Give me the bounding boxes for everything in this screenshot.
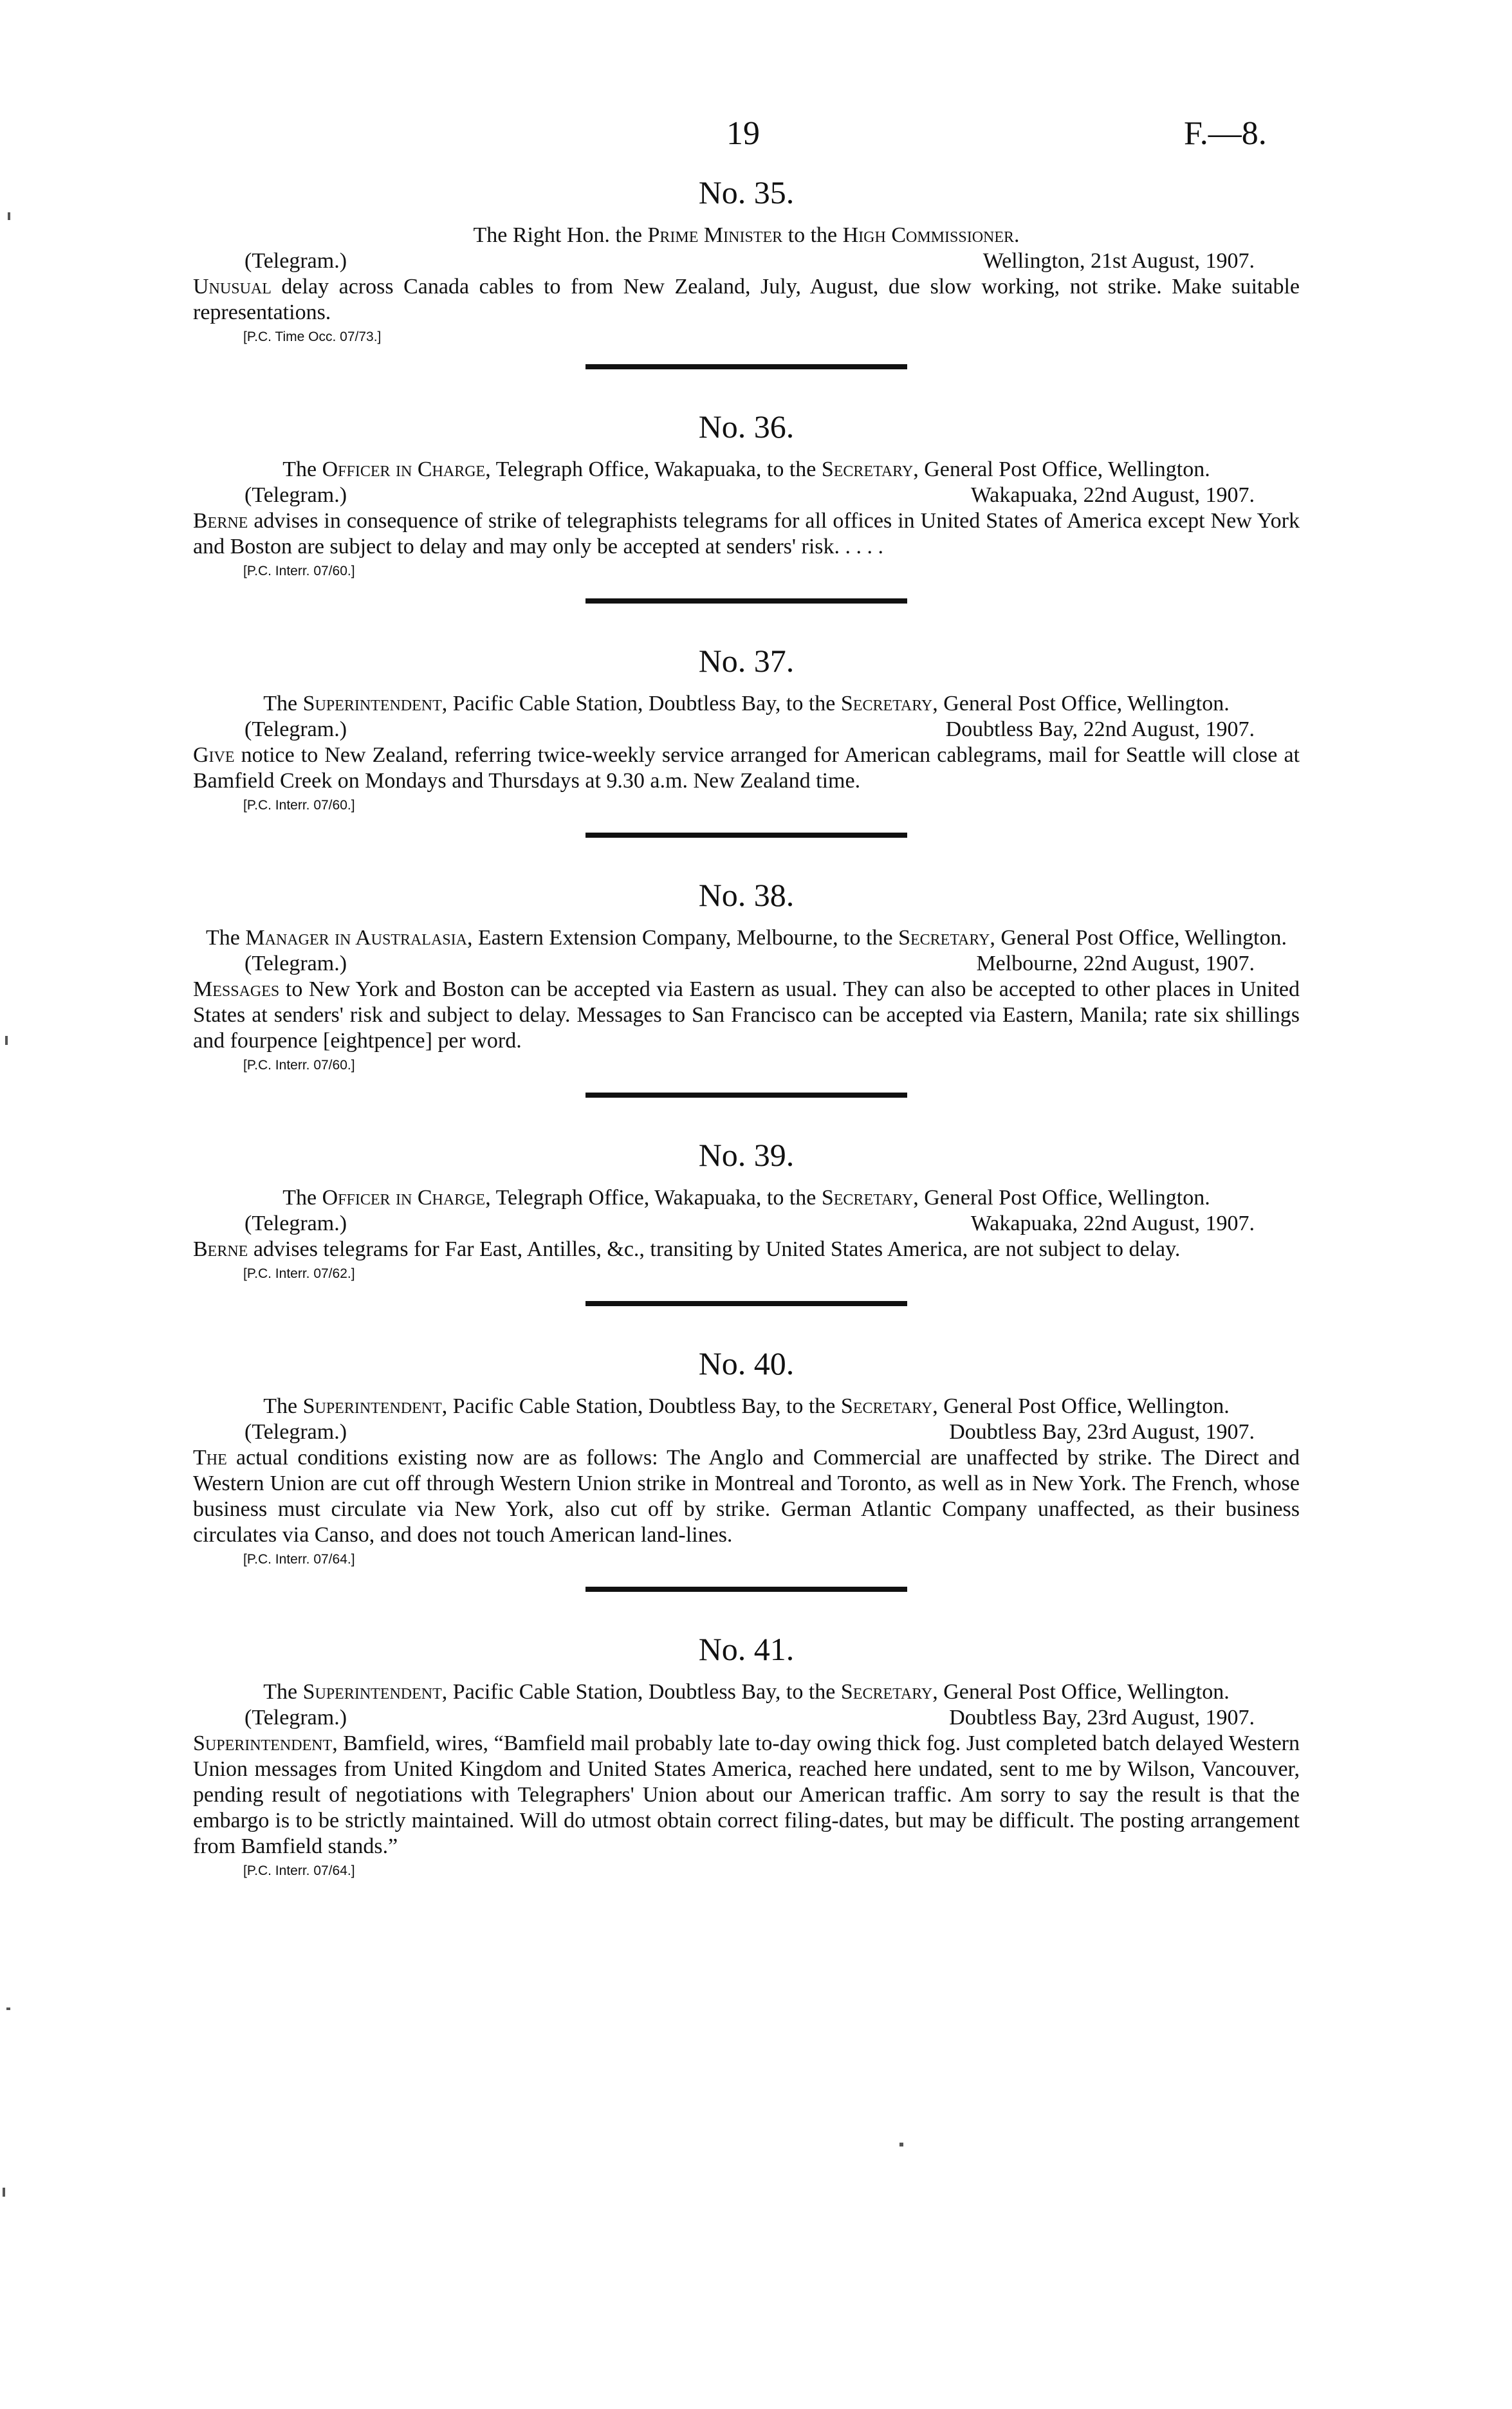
section-divider xyxy=(585,364,907,369)
message-body: Berne advises in consequence of strike of telegraphists telegrams for all offices in United States of America except New York and Boston are subject to delay and may only be accepted at senders' risk. . . . . xyxy=(193,509,1300,558)
section-divider xyxy=(585,1587,907,1592)
message-body: Give notice to New Zealand, referring twice-weekly service arranged for American cablegrams, mail for Seattle will close at Bamfield Creek on Mondays and Thursdays at 9.30 a.m. New Zealand time. xyxy=(193,743,1300,793)
message-type: (Telegram.) xyxy=(244,1420,347,1444)
section-divider xyxy=(585,1093,907,1098)
file-reference: [P.C. Interr. 07/60.] xyxy=(243,1058,355,1073)
telegram-entry xyxy=(193,407,1300,604)
message-type: (Telegram.) xyxy=(244,1212,347,1235)
telegram-meta xyxy=(193,951,1300,977)
entry-number: No. 38. xyxy=(698,877,795,913)
entry-number: No. 36. xyxy=(698,409,795,445)
telegram-entry xyxy=(193,1629,1300,1880)
file-reference: [P.C. Interr. 07/62.] xyxy=(243,1266,355,1281)
section-divider xyxy=(585,833,907,838)
telegram-meta xyxy=(193,1419,1300,1445)
place-date: Doubtless Bay, 23rd August, 1907. xyxy=(949,1420,1255,1444)
place-date: Doubtless Bay, 23rd August, 1907. xyxy=(949,1706,1255,1730)
message-body: Berne advises telegrams for Far East, Antilles, &c., transiting by United States America, are not subject to delay. xyxy=(193,1237,1181,1261)
series-code: F.—8. xyxy=(1184,115,1267,152)
telegram-entry xyxy=(193,641,1300,838)
message-type: (Telegram.) xyxy=(244,717,347,741)
place-date: Wellington, 21st August, 1907. xyxy=(982,249,1255,273)
place-date: Doubtless Bay, 22nd August, 1907. xyxy=(945,717,1255,741)
message-type: (Telegram.) xyxy=(244,1706,347,1730)
telegram-meta xyxy=(193,1211,1300,1237)
file-reference: [P.C. Time Occ. 07/73.] xyxy=(243,329,382,344)
entry-heading: The Officer in Charge, Telegraph Office, Wakapuaka, to the Secretary, General Post Office, Wellington. xyxy=(282,457,1210,481)
file-reference: [P.C. Interr. 07/64.] xyxy=(243,1552,355,1567)
telegram-entry xyxy=(193,1135,1300,1306)
message-body: The actual conditions existing now are as follows: The Anglo and Commercial are unaffected by strike. The Direct and Western Union are cut off through Western Union strike in Montreal and Toronto, as well as in New York. The French, whose business must circulate via New York, also cut off by strike. German Atlantic Company unaffected, as their business circulates via Canso, and does not touch American land-lines. xyxy=(193,1446,1300,1547)
telegram-meta xyxy=(193,717,1300,743)
scan-mark xyxy=(8,212,10,220)
message-type: (Telegram.) xyxy=(244,249,347,273)
entry-number: No. 37. xyxy=(698,643,795,679)
scan-mark xyxy=(899,2143,903,2146)
telegram-entry xyxy=(193,875,1300,1098)
message-type: (Telegram.) xyxy=(244,483,347,507)
telegram-list xyxy=(193,172,1300,1880)
scan-mark xyxy=(6,2008,10,2010)
entry-heading: The Officer in Charge, Telegraph Office, Wakapuaka, to the Secretary, General Post Office, Wellington. xyxy=(282,1186,1210,1210)
message-body: Messages to New York and Boston can be accepted via Eastern as usual. They can also be accepted to other places in United States at senders' risk and subject to delay. Messages to San Francisco can be accepted via Eastern, Manila; rate six shillings and fourpence [eightpence] per word. xyxy=(193,977,1300,1053)
message-body: Superintendent, Bamfield, wires, “Bamfield mail probably late to-day owing thick fog. Just completed batch delayed Western Union messages from United Kingdom and United States America, reached here undated, sent to me by Wilson, Vancouver, pending result of negotiations with Telegraphers' Union about our American traffic. Am sorry to say the result is that the embargo is to be strictly maintained. Will do utmost obtain correct filing-dates, but may be difficult. The posting arrangement from Bamfield stands.” xyxy=(193,1731,1300,1858)
section-divider xyxy=(585,1301,907,1306)
entry-heading: The Manager in Australasia, Eastern Extension Company, Melbourne, to the Secretary, General Post Office, Wellington. xyxy=(206,926,1287,950)
telegram-meta xyxy=(193,1705,1300,1731)
place-date: Wakapuaka, 22nd August, 1907. xyxy=(970,483,1255,507)
telegram-entry xyxy=(193,172,1300,369)
scan-mark xyxy=(3,2188,5,2197)
file-reference: [P.C. Interr. 07/60.] xyxy=(243,564,355,578)
scan-mark xyxy=(5,1036,8,1045)
entry-number: No. 41. xyxy=(698,1631,795,1667)
file-reference: [P.C. Interr. 07/60.] xyxy=(243,798,355,813)
telegram-meta xyxy=(193,483,1300,508)
place-date: Wakapuaka, 22nd August, 1907. xyxy=(970,1212,1255,1235)
telegram-entry xyxy=(193,1343,1300,1592)
place-date: Melbourne, 22nd August, 1907. xyxy=(976,952,1255,975)
telegram-meta xyxy=(193,248,1300,274)
entry-heading: The Right Hon. the Prime Minister to the High Commissioner. xyxy=(473,223,1020,247)
entry-number: No. 39. xyxy=(698,1137,795,1173)
entry-number: No. 35. xyxy=(698,174,795,210)
message-type: (Telegram.) xyxy=(244,952,347,975)
message-body: Unusual delay across Canada cables to from New Zealand, July, August, due slow working, not strike. Make suitable representations. xyxy=(193,275,1300,324)
section-divider xyxy=(585,598,907,604)
entry-number: No. 40. xyxy=(698,1345,795,1381)
page-number: 19 xyxy=(726,115,760,152)
entry-heading: The Superintendent, Pacific Cable Station, Doubtless Bay, to the Secretary, General Post Office, Wellington. xyxy=(263,1680,1230,1704)
entry-heading: The Superintendent, Pacific Cable Station, Doubtless Bay, to the Secretary, General Post Office, Wellington. xyxy=(263,692,1230,715)
file-reference: [P.C. Interr. 07/64.] xyxy=(243,1863,355,1878)
entry-heading: The Superintendent, Pacific Cable Station, Doubtless Bay, to the Secretary, General Post Office, Wellington. xyxy=(263,1394,1230,1418)
